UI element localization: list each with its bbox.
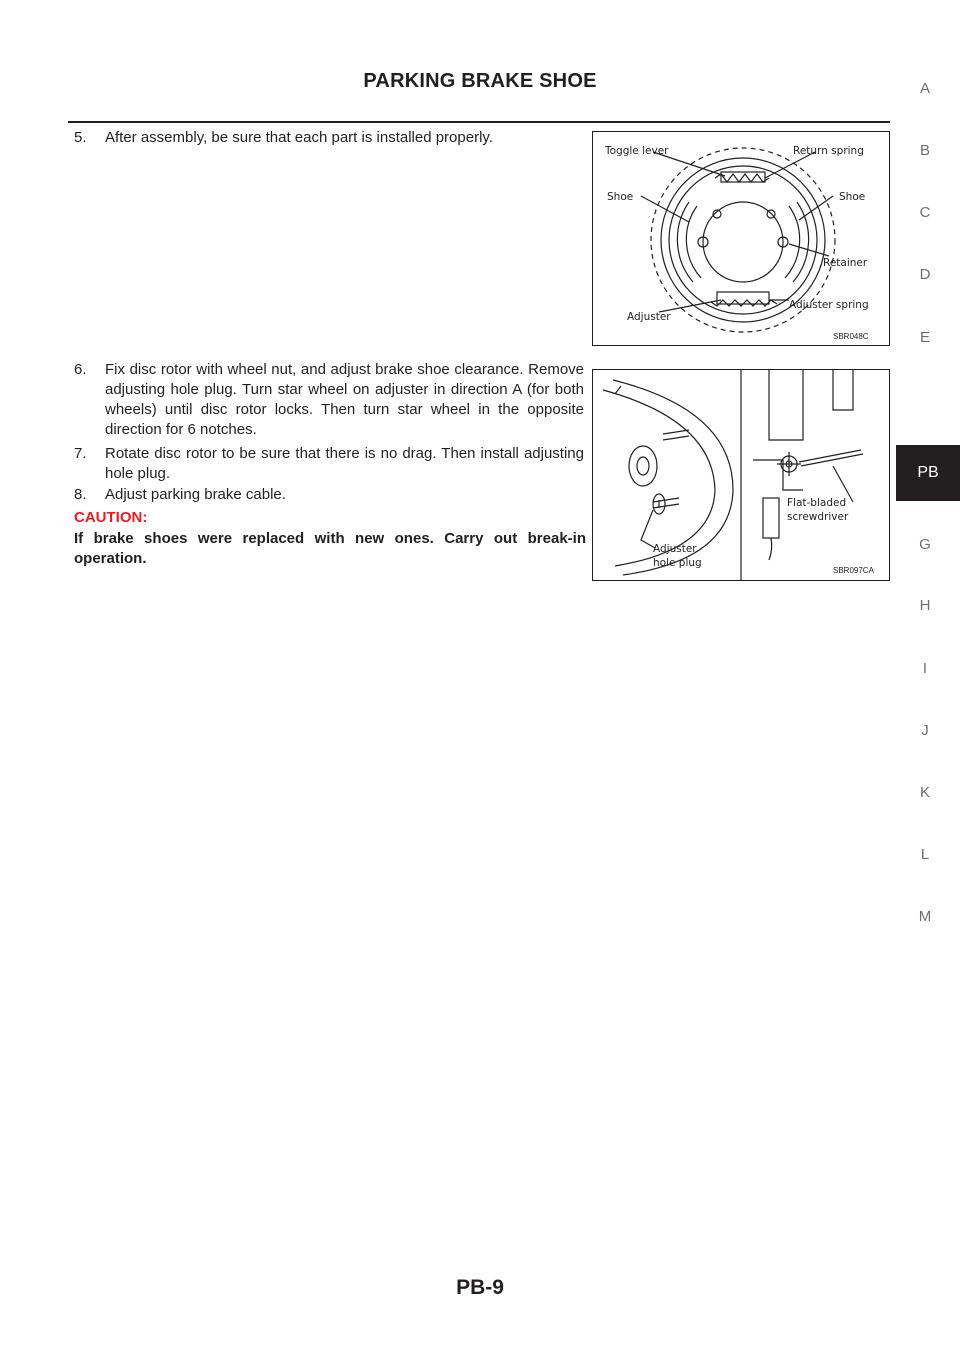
caution-label: CAUTION:: [74, 509, 148, 526]
title-rule: [68, 121, 890, 123]
section-index-l[interactable]: L: [920, 846, 930, 863]
label-adjuster-hole-plug-line2: hole plug: [653, 557, 702, 569]
label-return-spring: Return spring: [793, 145, 864, 157]
page-number: PB-9: [456, 1276, 504, 1299]
label-adjuster: Adjuster: [627, 311, 671, 323]
step-text: Rotate disc rotor to be sure that there is no drag. Then install adjusting hole plug.: [105, 445, 584, 482]
section-index-i[interactable]: I: [922, 660, 928, 677]
label-adjuster-hole-plug-line1: Adjuster: [653, 543, 697, 555]
brake-shoe-assembly-drawing: [593, 132, 889, 345]
step-5: [74, 128, 584, 148]
step-text: Fix disc rotor with wheel nut, and adjust brake shoe clearance. Remove adjusting hole plug. Turn star wheel on adjuster in direction A (for both wheels) until disc rotor locks. Then turn star wheel in the opposite direction for 6 notches.: [105, 361, 584, 438]
step-number: 6.: [74, 361, 87, 378]
step-number: 8.: [74, 486, 87, 503]
section-tab-active[interactable]: PB: [896, 445, 960, 501]
brake-shoe-assembly-figure: [592, 131, 890, 346]
label-toggle-lever: Toggle lever: [605, 145, 669, 157]
adjuster-hole-drawing: [593, 370, 889, 580]
step-6: [74, 360, 584, 440]
section-index-e[interactable]: E: [919, 329, 930, 346]
label-retainer: Retainer: [823, 257, 868, 269]
section-index-k[interactable]: K: [919, 784, 930, 801]
section-index-g[interactable]: G: [919, 536, 931, 553]
step-7: [74, 444, 584, 484]
section-index-b[interactable]: B: [919, 142, 930, 159]
step-number: 5.: [74, 129, 87, 146]
page-title: PARKING BRAKE SHOE: [363, 70, 597, 92]
label-flat-bladed-screwdriver-line1: Flat-bladed: [787, 497, 847, 509]
section-index-d[interactable]: D: [919, 266, 931, 283]
figure-code: SBR048C: [833, 332, 869, 341]
step-8: [74, 485, 584, 505]
step-text: Adjust parking brake cable.: [105, 486, 286, 503]
label-shoe-right: Shoe: [839, 191, 866, 203]
step-number: 7.: [74, 445, 87, 462]
label-flat-bladed-screwdriver-line2: screwdriver: [787, 511, 849, 523]
label-shoe-left: Shoe: [607, 191, 634, 203]
section-index-m[interactable]: M: [918, 908, 932, 925]
section-index-j[interactable]: J: [921, 722, 929, 739]
section-index-a[interactable]: A: [919, 80, 930, 97]
step-text: After assembly, be sure that each part is installed properly.: [105, 129, 493, 146]
section-index-h[interactable]: H: [919, 597, 931, 614]
caution-text: If brake shoes were replaced with new ones. Carry out break-in operation.: [74, 530, 586, 567]
label-adjuster-spring: Adjuster spring: [789, 299, 869, 311]
figure-code: SBR097CA: [833, 566, 874, 575]
adjuster-hole-figure: [592, 369, 890, 581]
section-index-c[interactable]: C: [919, 204, 931, 221]
